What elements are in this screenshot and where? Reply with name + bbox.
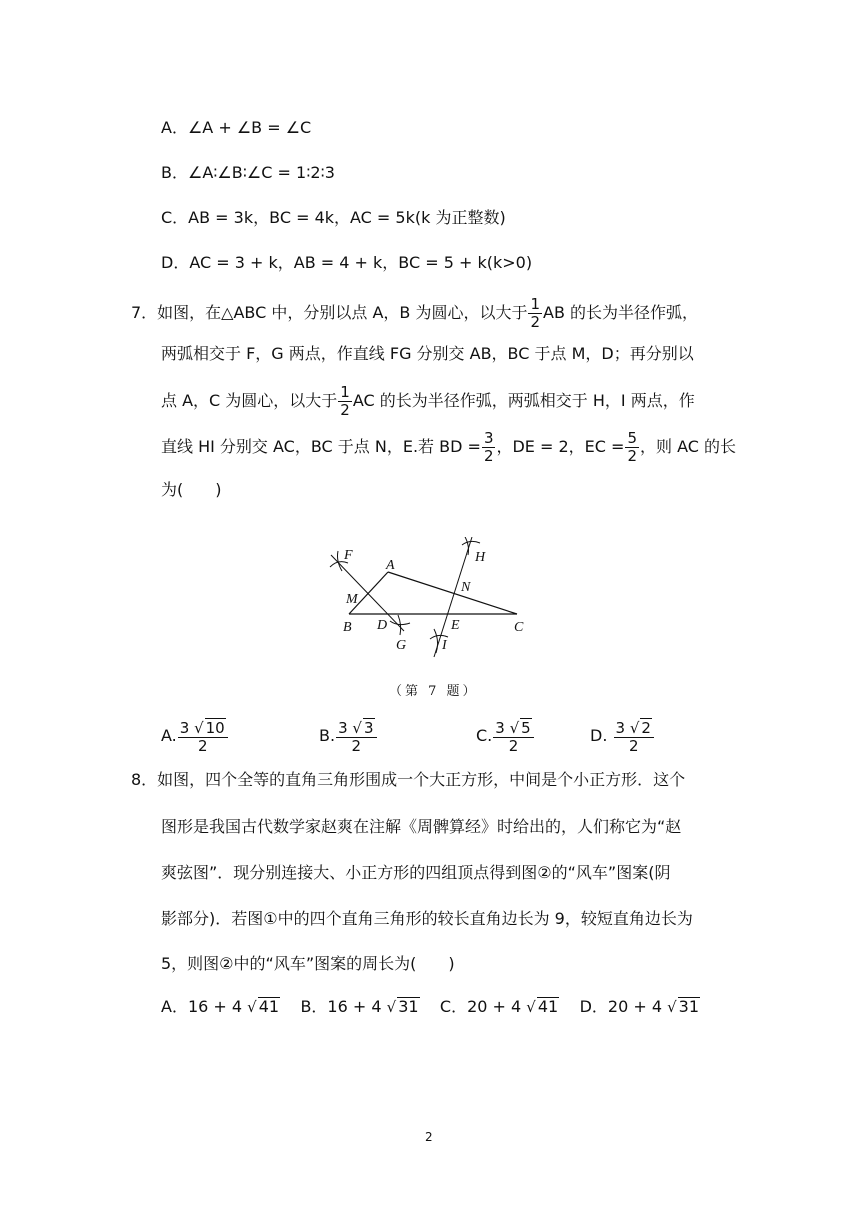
arc-mark-f2 — [338, 551, 343, 571]
label-d: D — [377, 618, 388, 633]
segment-ac — [388, 572, 517, 614]
fraction-one-half: $\frac{1}{2}$ — [340, 383, 350, 419]
q6-option-c: C．AB = 3k，BC = 4k，AC = 5k(k 为正整数) — [161, 208, 506, 227]
label-i: I — [442, 638, 447, 653]
q6-option-b: B．∠A∶∠B∶∠C = 1∶2∶3 — [161, 163, 335, 182]
label-m: M — [346, 592, 358, 607]
q8-option-b: B．16 + 4 √ 31 — [300, 997, 419, 1016]
q7-line-4: 直线 HI 分别交 AC，BC 于点 N，E.若 BD = $\frac{3}{2}$ ，DE = 2，EC = $\frac{5}{2}$ ，则 AC 的长 — [161, 429, 737, 465]
q7-option-b: B. $\frac{3 √ 3}{2}$ — [319, 718, 378, 755]
q6-option-d: D．AC = 3 + k，AB = 4 + k，BC = 5 + k(k>0) — [161, 253, 533, 272]
label-b: B — [343, 620, 352, 635]
q6-option-a: A．∠A + ∠B = ∠C — [161, 118, 312, 137]
arc-mark-h — [462, 541, 480, 545]
q8-option-c: C．20 + 4 √ 41 — [439, 997, 559, 1016]
fraction-ec: $\frac{5}{2}$ — [627, 429, 637, 465]
page-number: 2 — [425, 1130, 433, 1144]
label-h: H — [475, 550, 486, 565]
fraction-one-half: $\frac{1}{2}$ — [530, 295, 541, 331]
q8-line-4: 影部分)．若图①中的四个直角三角形的较长直角边长为 9，较短直角边长为 — [161, 909, 693, 928]
q7-geometry-figure — [318, 537, 548, 667]
fraction-bd: $\frac{3}{2}$ — [483, 429, 494, 465]
q7-line-3: 点 A，C 为圆心，以大于 $\frac{1}{2}$ AC 的长为半径作弧，两弧相交于 H，I 两点，作 — [161, 383, 695, 419]
label-e: E — [451, 618, 460, 633]
q8-option-a: A．16 + 4 √ 41 — [161, 997, 280, 1016]
arc-mark-i2 — [434, 629, 438, 653]
q8-line-2: 图形是我国古代数学家赵爽在注解《周髀算经》时给出的，人们称它为“赵 — [161, 817, 682, 836]
label-a: A — [386, 558, 395, 573]
label-n: N — [461, 580, 471, 595]
q7-line-5: 为( ) — [161, 480, 222, 499]
label-f: F — [344, 548, 353, 563]
q8-line-5: 5，则图②中的“风车”图案的周长为( ) — [161, 954, 455, 973]
q7-figure-caption: （第 7 题） — [389, 684, 479, 699]
arc-mark-h2 — [464, 537, 469, 555]
q7-line-2: 两弧相交于 F，G 两点，作直线 FG 分别交 AB，BC 于点 M，D；再分别以 — [161, 344, 694, 363]
q8-line-3: 爽弦图”．现分别连接大、小正方形的四组顶点得到图②的“风车”图案(阴 — [161, 863, 671, 882]
q7-option-d: D. $\frac{3 √ 2}{2}$ — [590, 718, 655, 755]
q8-line-1: 8．如图，四个全等的直角三角形围成一个大正方形，中间是个小正方形．这个 — [131, 770, 686, 789]
q7-line-1: 7．如图，在△ABC 中，分别以点 A，B 为圆心，以大于 $\frac{1}{2}$ AB 的长为半径作弧， — [131, 295, 699, 331]
q8-options — [161, 997, 700, 1017]
label-c: C — [514, 620, 524, 635]
q7-option-a: A. $\frac{3 √ 10}{2}$ — [161, 718, 229, 755]
q8-option-d: D．20 + 4 √ 31 — [579, 997, 700, 1016]
q7-option-c: C. $\frac{3 √ 5}{2}$ — [476, 718, 535, 755]
label-g: G — [396, 638, 407, 653]
